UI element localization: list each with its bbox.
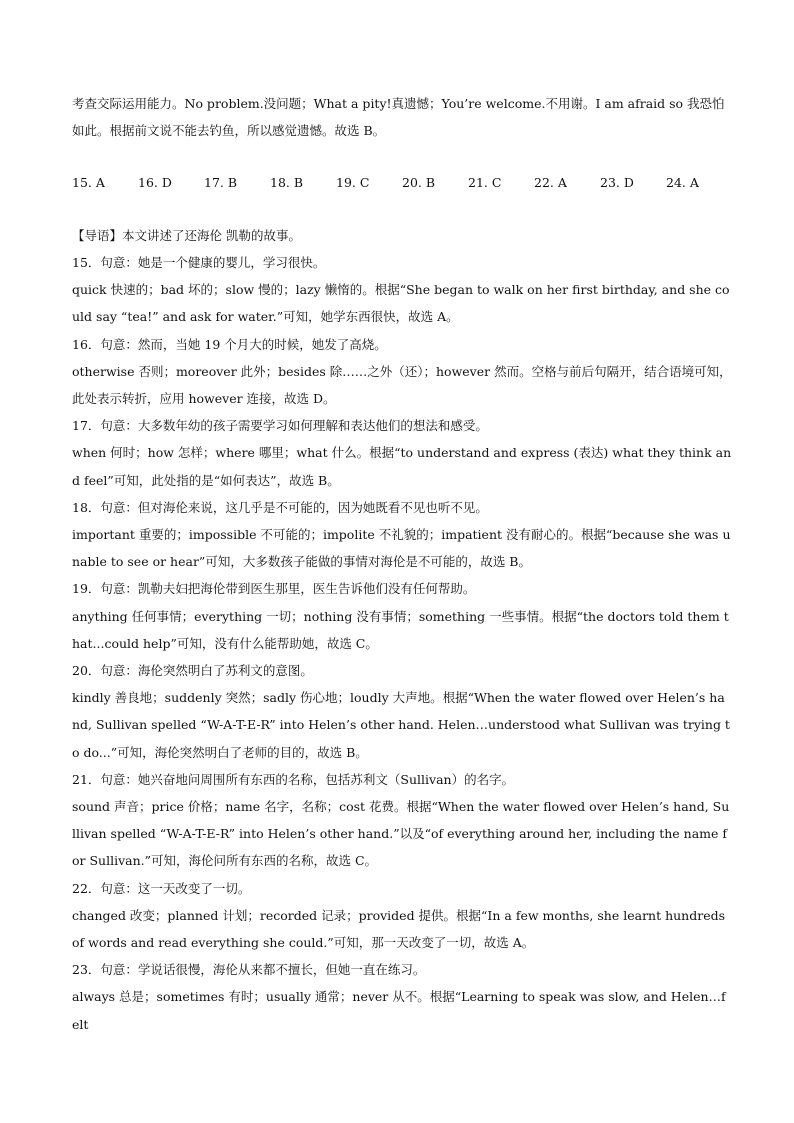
question-16-heading: 16．句意：然而，当她 19 个月大的时候，她发了高烧。 bbox=[72, 336, 387, 352]
question-15-heading: 15．句意：她是一个健康的婴儿，学习很快。 bbox=[72, 255, 326, 270]
answer-22: 22. A bbox=[534, 175, 567, 190]
explanation-list bbox=[72, 249, 732, 1038]
question-19-heading: 19．句意：凯勒夫妇把海伦带到医生那里，医生告诉他们没有任何帮助。 bbox=[72, 581, 476, 597]
question-23-explanation: always 总是；sometimes 有时；usually 通常；never 从不。根据“Learning to speak was slow, and Helen…felt bbox=[72, 989, 726, 1032]
answer-15: 15. A bbox=[72, 175, 105, 190]
answer-18: 18. B bbox=[270, 175, 304, 190]
question-20-explanation: kindly 善良地；suddenly 突然；sadly 伤心地；loudly 大声地。根据“When the water flowed over Helen’s hand, Sullivan spelled “W-A-T-E-R” into Helen’s other hand. Helen…understood what Sullivan was trying to do...”可知，海伦突然明白了老师的目的，故选 B。 bbox=[72, 690, 730, 760]
question-22-heading: 22．句意：这一天改变了一切。 bbox=[72, 880, 251, 896]
question-21-heading: 21．句意：她兴奋地问周围所有东西的名称，包括苏利文（Sullivan）的名字。 bbox=[72, 771, 515, 787]
answer-17: 17. B bbox=[204, 175, 238, 190]
question-23-heading: 23．句意：学说话很慢，海伦从来都不擅长，但她一直在练习。 bbox=[72, 962, 426, 978]
answer-16: 16. D bbox=[138, 175, 172, 190]
answer-20: 20. B bbox=[402, 175, 436, 190]
question-21-explanation: sound 声音；price 价格；name 名字，名称；cost 花费。根据“When the water flowed over Helen’s hand, Sullivan spelled “W-A-T-E-R” into Helen’s other hand.”以及“of everything around her, including the name for Sullivan.”可知，海伦问所有东西的名称，故选 C。 bbox=[72, 799, 730, 869]
question-17-heading: 17．句意：大多数年幼的孩子需要学习如何理解和表达他们的想法和感受。 bbox=[72, 418, 488, 434]
question-20-heading: 20．句意：海伦突然明白了苏利文的意图。 bbox=[72, 663, 313, 679]
question-18-heading: 18．句意：但对海伦来说，这几乎是不可能的，因为她既看不见也听不见。 bbox=[72, 499, 488, 515]
question-19-explanation: anything 任何事情；everything 一切；nothing 没有事情；something 一些事情。根据“the doctors told them that...could help”可知，没有什么能帮助她，故选 C。 bbox=[72, 608, 729, 651]
question-15-explanation: quick 快速的；bad 坏的；slow 慢的；lazy 懒惰的。根据“She began to walk on her first birthday, and she could say “tea!” and ask for water.”可知，她学东西很快，故选 A。 bbox=[72, 282, 730, 325]
answer-23: 23. D bbox=[600, 175, 634, 190]
guide-heading: 【导语】本文讲述了还海伦 凯勒的故事。 bbox=[72, 228, 301, 243]
answer-24: 24. A bbox=[666, 175, 699, 190]
question-22-explanation: changed 改变；planned 计划；recorded 记录；provided 提供。根据“In a few months, she learnt hundreds of words and read everything she could.”可知，那一天改变了一切，故选 A。 bbox=[72, 907, 726, 951]
answer-21: 21. C bbox=[468, 175, 502, 190]
answer-19: 19. C bbox=[336, 175, 370, 190]
question-17-explanation: when 何时；how 怎样；where 哪里；what 什么。根据“to understand and express (表达) what they think and feel”可知，此处指的是“如何表达”，故选 B。 bbox=[72, 445, 732, 488]
question-16-explanation: otherwise 否则；moreover 此外；besides 除……之外（还）；however 然而。空格与前后句隔开，结合语境可知，此处表示转折，应用 however 连接，故选 D。 bbox=[72, 363, 732, 407]
answer-key-row bbox=[72, 169, 732, 196]
question-18-explanation: important 重要的；impossible 不可能的；impolite 不礼貌的；impatient 没有耐心的。根据“because she was unable to see or hear”可知，大多数孩子能做的事情对海伦是不可能的，故选 B。 bbox=[72, 527, 731, 570]
intro-explanation: 考查交际运用能力。No problem.没问题；What a pity!真遗憾；You’re welcome.不用谢。I am afraid so 我恐怕如此。根据前文说不能去钓鱼，所以感觉遗憾。故选 B。 bbox=[72, 96, 725, 138]
